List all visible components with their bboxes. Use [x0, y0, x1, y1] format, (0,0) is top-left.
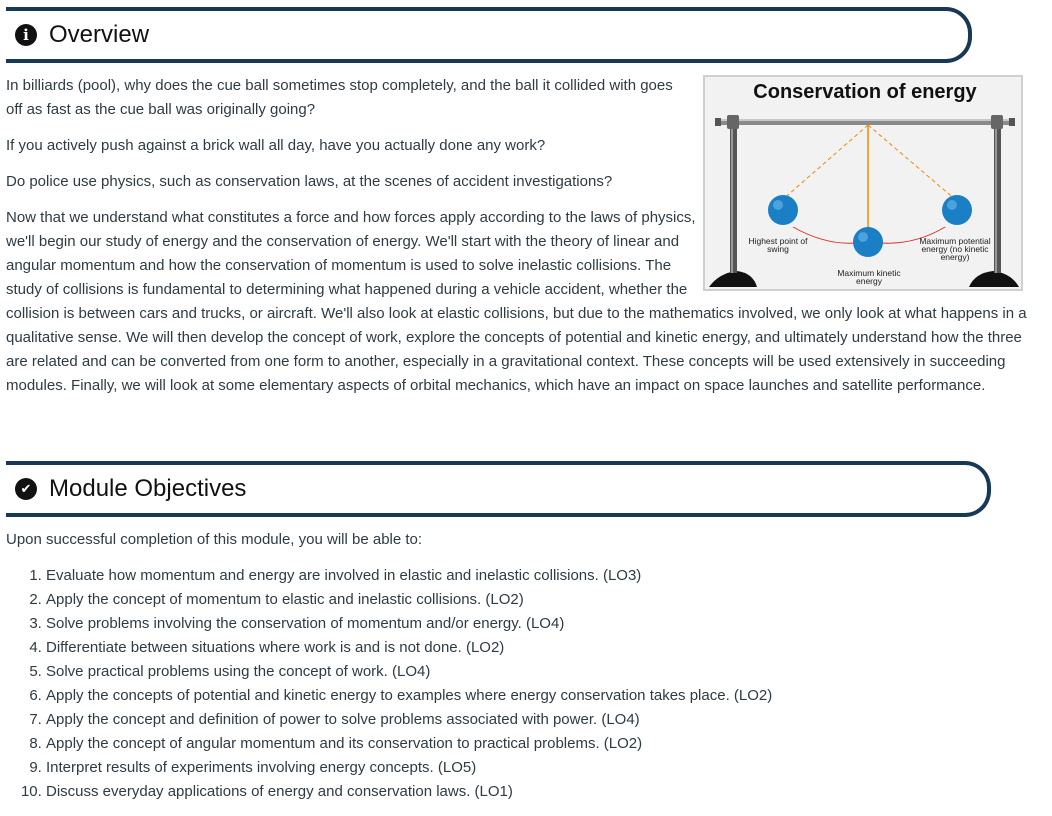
right-swing-string	[868, 125, 957, 201]
objectives-list	[6, 564, 772, 804]
label-max-potential: Maximum potential energy (no kinetic energy)	[919, 236, 991, 262]
overview-intro-paragraph: Now that we understand what constitutes a force and how forces apply according to the laws of physics, we'll begin our study of energy and the conservation of energy. We'll start with the theory of linear and angular momentum and how the conservation of momentum is used to solve inelastic collisions. The study of collisions is fundamental to determining what happened during a vehicle accident, whether the collision is between cars and trucks, or aircraft. We'll also look at elastic collisions, but due to the mathematics involved, we only look at what happens in a qualitative sense. We will then develop the concept of work, explore the concepts of potential and kinetic energy, and ultimately understand how the three are related and can be converted from one form to another, especially in a gravitational context. These concepts will be used extensively in succeeding modules. Finally, we will look at some elementary aspects of orbital mechanics, which have an impact on space launches and satellite performance.	[6, 209, 1027, 394]
objective-item: 6. Apply the concepts of potential and kinetic energy to examples where energy conservation takes place. (LO2)	[46, 684, 772, 708]
figure-title: Conservation of energy	[753, 81, 977, 103]
objective-item: 5. Solve practical problems using the concept of work. (LO4)	[46, 660, 772, 684]
objectives-heading: Module Objectives	[49, 475, 247, 502]
overview-heading: Overview	[49, 21, 150, 48]
overview-body	[6, 206, 1036, 398]
label-max-kinetic: Maximum kinetic energy	[837, 268, 901, 286]
overview-question-billiards: In billiards (pool), why does the cue ball sometimes stop completely, and the ball it collided with goes off as fast as the cue ball was originally going?	[6, 77, 673, 118]
objective-item: 1. Evaluate how momentum and energy are involved in elastic and inelastic collisions. (LO3)	[46, 564, 772, 588]
objective-item: 7. Apply the concept and definition of power to solve problems associated with power. (LO4)	[46, 708, 772, 732]
overview-question-police: Do police use physics, such as conservation laws, at the scenes of accident investigations?	[6, 173, 613, 190]
objective-item: 4. Differentiate between situations where work is and is not done. (LO2)	[46, 636, 772, 660]
overview-banner	[6, 7, 972, 63]
objective-item: 9. Interpret results of experiments involving energy concepts. (LO5)	[46, 756, 772, 780]
objective-item: 8. Apply the concept of angular momentum and its conservation to practical problems. (LO2)	[46, 732, 772, 756]
info-icon: i	[15, 24, 37, 46]
objective-item: 3. Solve problems involving the conservation of momentum and/or energy. (LO4)	[46, 612, 772, 636]
left-swing-string	[781, 125, 868, 201]
overview-question-work: If you actively push against a brick wall all day, have you actually done any work?	[6, 137, 546, 154]
objective-item: 2. Apply the concept of momentum to elastic and inelastic collisions. (LO2)	[46, 588, 772, 612]
check-circle-icon: ✔	[15, 478, 37, 500]
objective-item: 10. Discuss everyday applications of energy and conservation laws. (LO1)	[46, 780, 772, 804]
label-highest-point: Highest point of swing	[748, 236, 808, 254]
objectives-banner	[6, 461, 991, 517]
objectives-intro: Upon successful completion of this module, you will be able to:	[6, 531, 423, 548]
